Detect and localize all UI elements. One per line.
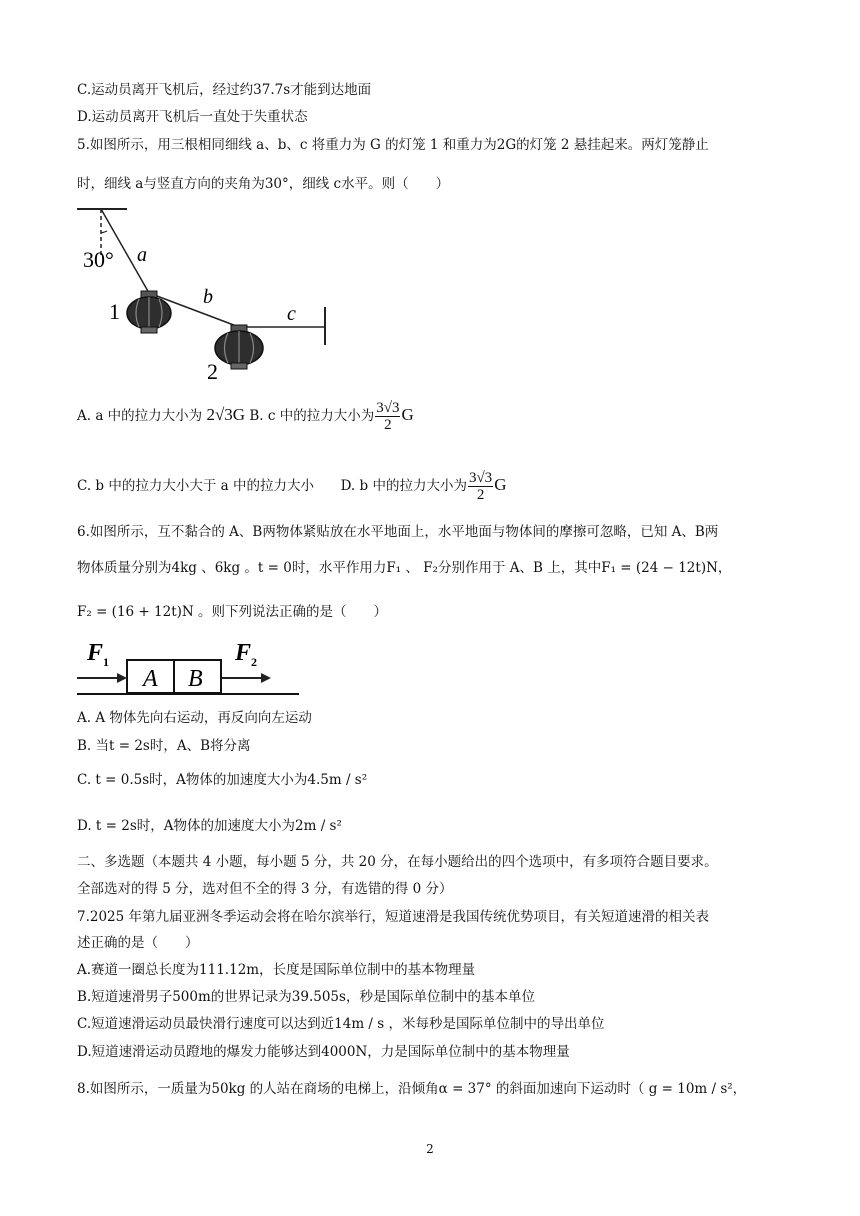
q5-option-b-fraction — [375, 400, 400, 433]
q5-option-a-value: 2√3G — [206, 405, 246, 424]
block-b-label: B — [188, 666, 203, 692]
q7-option-b: B.短道速滑男子500m的世界记录为39.505s，秒是国际单位制中的基本单位 — [77, 989, 535, 1005]
lantern-2 — [215, 325, 263, 369]
q7-option-c: C.短道速滑运动员最快滑行速度可以达到近14m / s ，米每秒是国际单位制中的导出单位 — [77, 1016, 605, 1032]
q7-stem-line-2: 述正确的是（ ） — [77, 935, 199, 951]
q6-option-a: A. A 物体先向右运动，再反向向左运动 — [77, 710, 312, 726]
q6-blocks-figure — [77, 638, 307, 698]
q5-option-d-numerator: 3√3 — [468, 470, 493, 486]
f1-label: $F_1$ — [87, 640, 110, 669]
q5-options-ab — [77, 400, 414, 433]
q6-option-c: C. t = 0.5s时，A物体的加速度大小为4.5m / s² — [77, 772, 368, 788]
lantern-1-label: 1 — [109, 299, 120, 324]
q7-option-d: D.短道速滑运动员蹬地的爆发力能够达到4000N，力是国际单位制中的基本物理量 — [77, 1044, 570, 1060]
q5-stem-line-2: 时，细线 a与竖直方向的夹角为30°，细线 c水平。则（ ） — [77, 176, 450, 192]
q7-option-a: A.赛道一圈总长度为111.12m，长度是国际单位制中的基本物理量 — [77, 962, 476, 978]
q5-option-d-fraction — [468, 470, 493, 503]
q6-stem-line-2: 物体质量分别为4kg 、6kg 。t = 0时，水平作用力F₁ 、 F₂分别作用于 A、B 上，其中F₁ = (24 − 12t)N， — [77, 560, 732, 576]
q6-stem-line-3: F₂ = (16 + 12t)N 。则下列说法正确的是（ ） — [77, 604, 387, 620]
q5-option-d-denominator: 2 — [476, 487, 485, 503]
q5-lantern-figure — [77, 203, 337, 383]
lantern-1 — [127, 291, 171, 333]
q6-option-d: D. t = 2s时，A物体的加速度大小为2m / s² — [77, 818, 342, 834]
section-2-heading-line-1: 二、多选题（本题共 4 小题，每小题 5 分，共 20 分，在每小题给出的四个选项中，有多项符合题目要求。 — [77, 854, 718, 870]
lantern-2-label: 2 — [207, 359, 218, 383]
f2-label: $F_2$ — [235, 640, 258, 669]
q4-option-c: C.运动员离开飞机后，经过约37.7s才能到达地面 — [77, 82, 372, 98]
q5-option-d-prefix: D. b 中的拉力大小为 — [340, 478, 467, 494]
q5-option-b-unit: G — [401, 405, 414, 424]
label-a: a — [137, 244, 147, 266]
section-2-heading-line-2: 全部选对的得 5 分，选对但不全的得 3 分，有选错的得 0 分） — [77, 881, 453, 897]
angle-label: 30° — [83, 247, 114, 272]
q5-option-a-prefix: A. a 中的拉力大小为 — [77, 408, 203, 424]
q5-option-b-prefix: B. c 中的拉力大小为 — [249, 408, 375, 424]
q5-option-b-numerator: 3√3 — [376, 400, 400, 416]
q5-option-c: C. b 中的拉力大小大于 a 中的拉力大小 — [77, 478, 314, 494]
label-c: c — [287, 303, 296, 325]
label-b: b — [203, 286, 213, 308]
page-number: 2 — [426, 1142, 434, 1156]
q8-stem-line-1: 8.如图所示，一质量为50kg 的人站在商场的电梯上，沿倾角α = 37° 的斜面加速向下运动时（ g = 10m / s²， — [77, 1081, 747, 1097]
q6-stem-line-1: 6.如图所示，互不黏合的 A、B两物体紧贴放在水平地面上，水平地面与物体间的摩擦可忽略，已知 A、B两 — [77, 524, 719, 540]
q6-option-b: B. 当t = 2s时，A、B将分离 — [77, 738, 251, 754]
q7-stem-line-1: 7.2025 年第九届亚洲冬季运动会将在哈尔滨举行，短道速滑是我国传统优势项目，有关短道速滑的相关表 — [77, 909, 710, 925]
block-a-label: A — [143, 666, 158, 692]
q5-option-d-unit: G — [494, 475, 507, 494]
q5-options-cd — [77, 470, 506, 503]
q5-stem-line-1: 5.如图所示，用三根相同细线 a、b、c 将重力为 G 的灯笼 1 和重力为2G的灯笼 2 悬挂起来。两灯笼静止 — [77, 137, 709, 153]
q4-option-d: D.运动员离开飞机后一直处于失重状态 — [77, 109, 308, 125]
q5-option-b-denominator: 2 — [384, 417, 392, 433]
